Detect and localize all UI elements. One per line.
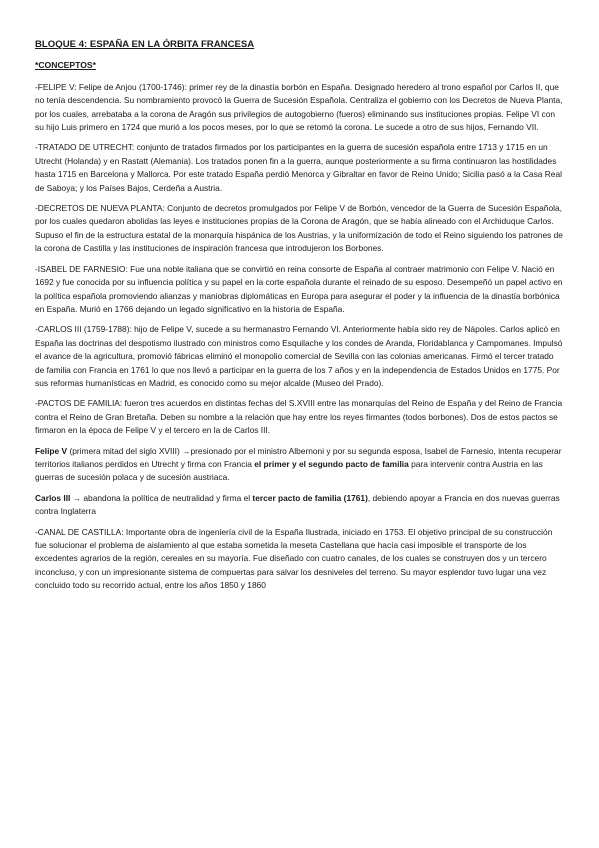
felipe-v-text-1: (primera mitad del siglo XVIII) →presionado por el ministro Albernoni y por su segunda esposa, Isabel de Farnesio, intenta recuperar territorios italianos perdidos en Utrecht y firma con Francia bbox=[35, 445, 562, 469]
carlos-iii-lead: Carlos III bbox=[35, 492, 71, 503]
carlos-iii-text-1: → abandona la política de neutralidad y firma el bbox=[70, 492, 253, 503]
concept-canal-castilla: -CANAL DE CASTILLA: Importante obra de ingeniería civil de la España Ilustrada, iniciado en 1753. El objetivo principal de su construcción fue solucionar el problema de aislamiento al que estaba sometida la meseta Castellana que hacía casi imposible el transporte de los excedentes agrarios de la región, cereales en su mayoría. Fue diseñado con cuatro canales, de los cuales se construyen dos y un tercero inconcluso, y con un impresionante sistema de compuertas para salvar los desniveles del terreno. Su mayor esplendor tuvo lugar una vez concluido todo su recorrido actual, entre los años 1850 y 1860 bbox=[35, 526, 553, 591]
document-page bbox=[35, 38, 565, 600]
concept-felipe-v: -FELIPE V: Felipe de Anjou (1700-1746): primer rey de la dinastía borbón en España. Designado heredero al trono español por Carlos II, que no tenía descendencia. Su nombramiento provocó la Guerra de Sucesión Española. Centraliza el gobierno con los Decretos de Nueva Planta, por los cuales, arrebataba a la corona de Aragón sus privilegios de autogobierno (fueros) eliminando sus instituciones propias. Felipe VI con su hijo Luis primero en 1724 que murió a los pocos meses, por lo que se retomó la corona. Le sucede a otro de sus hijos, Fernando VII. bbox=[35, 81, 563, 133]
concept-decretos-nueva-planta: -DECRETOS DE NUEVA PLANTA: Conjunto de decretos promulgados por Felipe V de Borbón, vencedor de la Guerra de Sucesión Española, por los cuales quedaron abolidas las leyes e instituciones propias de la Corona de Aragón, que se había alineado con el Archiduque Carlos. Supuso el fin de la estructura estatal de la monarquía hispánica de los Austrias, y la uniformización de todo el Reino siguiendo los patrones de la corona de Castilla y las instituciones de inspiración francesa que introdujeron los Borbones. bbox=[35, 203, 563, 254]
carlos-iii-bold-pacto: tercer pacto de familia bbox=[252, 492, 342, 503]
section-subtitle: *CONCEPTOS* bbox=[35, 60, 96, 71]
document-title: BLOQUE 4: ESPAÑA EN LA ÓRBITA FRANCESA bbox=[35, 39, 255, 50]
carlos-iii-text-3: , debiendo apoyar a Francia en dos nuevas guerras contra Inglaterra bbox=[35, 492, 560, 517]
concept-pactos-familia: -PACTOS DE FAMILIA: fueron tres acuerdos en distintas fechas del S.XVIII entre las monarquías del Reino de España y del Reino de Francia contra el Reino de Gran Bretaña. Deben su nombre a la relación que hay entre los reyes firmantes (todos borbones). Dos de estos pactos se firmaron en la época de Felipe V y el tercero en la de Carlos III. bbox=[35, 398, 563, 436]
concept-carlos-iii: -CARLOS III (1759-1788): hijo de Felipe V, sucede a su hermanastro Fernando VI. Anteriormente había sido rey de Nápoles. Carlos aplicó en España las doctrinas del despotismo ilustrado con ministros como Esquilache y los condes de Aranda, Floridablanca y Campomanes. Impulsó el avance de la agricultura, promovió fábricas eliminó el monopolio comercial de Sevilla con las colonias americanas. Firmó el tercer tratado de familia con Francia en 1761 lo que nos llevó a participar en la guerra de los 7 años y en la independencia de Estados Unidos en 1775. Por sus reformas humanísticas en Madrid, es conocido como su mejor alcalde (Museo del Prado). bbox=[35, 324, 563, 388]
carlos-iii-pacto-paragraph bbox=[35, 492, 565, 519]
felipe-v-pacto-paragraph bbox=[35, 445, 565, 485]
concept-isabel-farnesio: -ISABEL DE FARNESIO: Fue una noble italiana que se convirtió en reina consorte de España al contraer matrimonio con Felipe V. Nació en 1692 y fue conocida por su influencia política y su papel en la corte española durante el reinado de su esposo. Desempeñó un papel activo en la política española promoviendo alianzas y maniobras diplomáticas en Europa para asegurar el poder y la influencia de la dinastía borbónica en España. Murió en 1766 dejando un legado significativo en la historia de España. bbox=[35, 263, 563, 314]
concept-tratado-utrecht: -TRATADO DE UTRECHT: conjunto de tratados firmados por los participantes en la guerra de sucesión española entre 1713 y 1715 en un Utrecht (Holanda) y en Rastatt (Alemania). Los tratados ponen fin a la guerra, aunque posteriormente a su firma continuaron las hostilidades hasta 1715 en Barcelona y Mallorca. Por este tratado España perdió Menorca y Gibraltar en favor de Reino Unido; Sicilia pasó a la Casa Real de Saboya; y los Países Bajos, Cerdeña a Austria. bbox=[35, 142, 562, 193]
felipe-v-bold-pactos: el primer y el segundo pacto de familia bbox=[254, 458, 409, 469]
carlos-iii-bold-year: (1761) bbox=[343, 492, 368, 503]
felipe-v-text-2: para intervenir contra Austria en las guerras de sucesión polaca y de sucesión austriaca. bbox=[35, 458, 543, 483]
felipe-v-lead: Felipe V bbox=[35, 445, 68, 456]
